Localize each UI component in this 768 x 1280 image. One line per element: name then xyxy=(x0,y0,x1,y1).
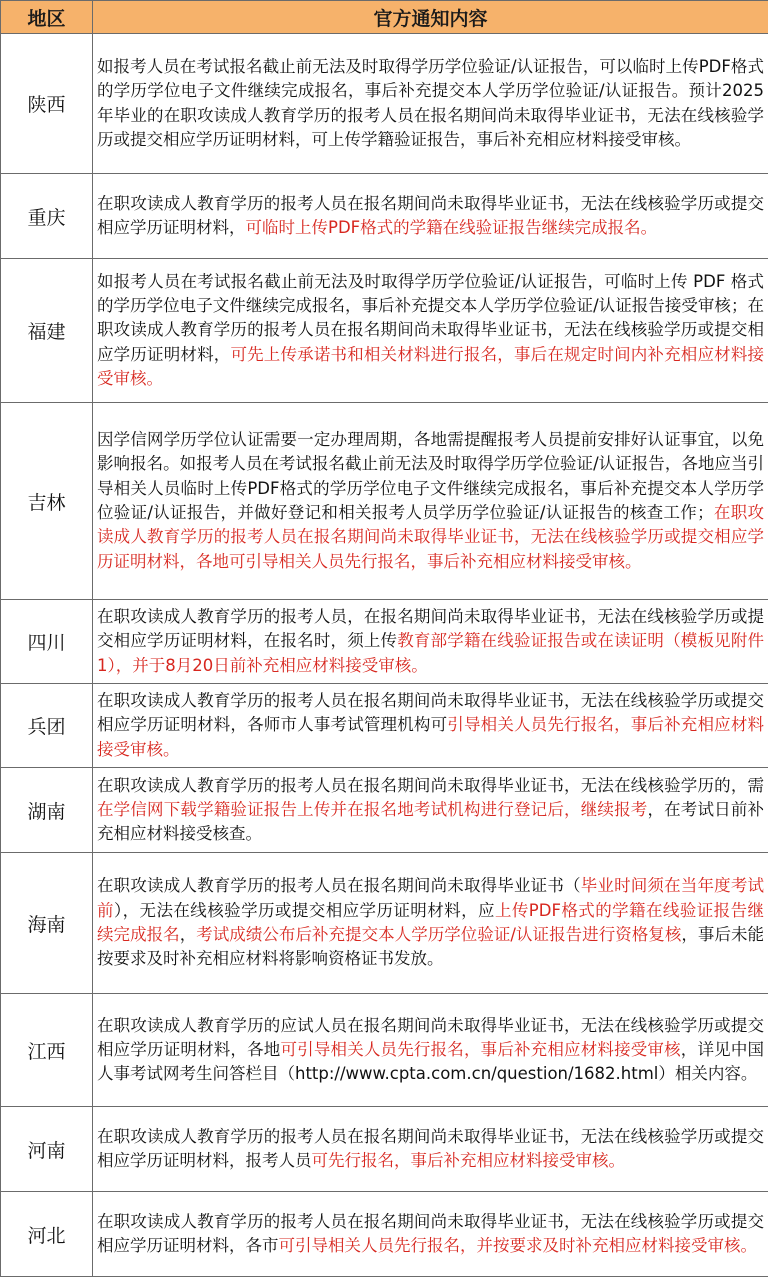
table-row xyxy=(1,853,768,994)
notice-text: 在职攻读成人教育学历的报考人员在报名期间尚未取得毕业证书，无法在线核验学历或提交相应学历证明材料，各市 xyxy=(97,1211,764,1255)
notice-text: ，在考试日前补充相应材料接受核查。 xyxy=(97,799,765,844)
region-cell: 湖南 xyxy=(1,768,93,853)
table-row xyxy=(1,684,768,768)
table-row xyxy=(1,994,768,1107)
highlighted-text: 可临时上传PDF格式的学籍在线验证报告继续完成报名。 xyxy=(245,218,658,237)
region-cell: 兵团 xyxy=(1,684,93,768)
region-cell: 海南 xyxy=(1,853,93,994)
notice-text: 在职攻读成人教育学历的报考人员在报名期间尚未取得毕业证书，无法在线核验学历或提交相应学历证明材料，报考人员 xyxy=(97,1126,764,1170)
region-cell: 江西 xyxy=(1,994,93,1107)
notice-text: ，详见中国人事考试网考生问答栏目（http://www.cpta.com.cn/question/1682.html）相关内容。 xyxy=(97,1039,765,1084)
table-row xyxy=(1,1192,768,1277)
highlighted-text: 考试成绩公布后补充提交本人学历学位验证/认证报告进行资格复核 xyxy=(196,925,682,944)
region-cell: 河北 xyxy=(1,1192,93,1277)
notice-text: 在职攻读成人教育学历的报考人员在报名期间尚未取得毕业证书，无法在线核验学历的，需 xyxy=(97,775,764,795)
region-cell: 河南 xyxy=(1,1107,93,1192)
table-row xyxy=(1,259,768,403)
highlighted-text: 可引导相关人员先行报名，并按要求及时补充相应材料接受审核。 xyxy=(278,1236,757,1255)
notice-content-cell xyxy=(93,853,768,994)
region-column-header: 地区 xyxy=(1,1,93,34)
highlighted-text: 在职攻读成人教育学历的报考人员在报名期间尚未取得毕业证书，无法在线核验学历或提交相应学历证明材料，各地可引导相关人员先行报名，事后补充相应材料接受审核。 xyxy=(97,503,765,571)
table-row xyxy=(1,34,768,174)
highlighted-text: 可引导相关人员先行报名，事后补充相应材料接受审核 xyxy=(280,1039,681,1059)
notice-content-cell xyxy=(93,34,768,174)
highlighted-text: 可先上传承诺书和相关材料进行报名，事后在规定时间内补充相应材料接受审核。 xyxy=(97,344,765,388)
notice-text: 如报考人员在考试报名截止前无法及时取得学历学位验证/认证报告，可临时上传 PDF 格式的学历学位电子文件继续完成报名，事后补充提交本人学历学位验证/认证报告接受审核；在职攻读成人教育学历的报考人员在报名期间尚未取得毕业证书，无法在线核验学历或提交相应学历证明材料， xyxy=(97,271,764,364)
table-row xyxy=(1,1107,768,1192)
table-body xyxy=(1,34,768,1277)
notice-text: ， xyxy=(179,925,197,944)
notice-text: 在职攻读成人教育学历的报考人员在报名期间尚未取得毕业证书，无法在线核验学历或提交相应学历证明材料， xyxy=(97,193,764,237)
region-cell: 重庆 xyxy=(1,174,93,259)
region-cell: 吉林 xyxy=(1,403,93,600)
notice-text: 在职攻读成人教育学历的报考人员在报名期间尚未取得毕业证书，无法在线核验学历或提交相应学历证明材料，各师市人事考试管理机构可 xyxy=(97,691,764,735)
notice-content-cell xyxy=(93,994,768,1107)
notice-content-cell xyxy=(93,1192,768,1277)
notice-text: ，事后未能按要求及时补充相应材料将影响资格证书发放。 xyxy=(97,925,765,969)
notice-content-cell xyxy=(93,684,768,768)
notice-content-cell xyxy=(93,600,768,684)
table-row xyxy=(1,403,768,600)
notice-text: 因学信网学历学位认证需要一定办理周期，各地需提醒报考人员提前安排好认证事宜，以免影响报名。如报考人员在考试报名截止前无法及时取得学历学位验证/认证报告，各地应当引导相关人员临时上传PDF格式的学历学位电子文件继续完成报名，事后补充提交本人学历学位验证/认证报告，并做好登记和相关报考人员学历学位验证/认证报告的核查工作； xyxy=(97,430,764,522)
highlighted-text: 可先行报名，事后补充相应材料接受审核。 xyxy=(311,1151,625,1170)
content-column-header: 官方通知内容 xyxy=(93,1,768,34)
highlighted-text: 毕业时间须在当年度考试前 xyxy=(97,876,765,920)
notice-content-cell xyxy=(93,259,768,403)
table-row xyxy=(1,600,768,684)
table-row xyxy=(1,174,768,259)
region-cell: 福建 xyxy=(1,259,93,403)
highlighted-text: 教育部学籍在线验证报告或在读证明（模板见附件1），并于8月20日前补充相应材料接受审核。 xyxy=(97,631,765,675)
notice-text: 如报考人员在考试报名截止前无法及时取得学历学位验证/认证报告，可以临时上传PDF格式的学历学位电子文件继续完成报名，事后补充提交本人学历学位验证/认证报告。预计2025年毕业的在职攻读成人教育学历的报考人员在报名期间尚未取得毕业证书，无法在线核验学历或提交相应学历证明材料，可上传学籍验证报告，事后补充相应材料接受审核。 xyxy=(97,56,764,149)
notice-content-cell xyxy=(93,1107,768,1192)
notice-content-cell xyxy=(93,768,768,853)
highlighted-text: 上传PDF格式的学籍在线验证报告继续完成报名 xyxy=(97,900,765,944)
notice-text: 在职攻读成人教育学历的应试人员在报名期间尚未取得毕业证书，无法在线核验学历或提交相应学历证明材料，各地 xyxy=(97,1015,764,1059)
notice-text: 在职攻读成人教育学历的报考人员在报名期间尚未取得毕业证书（ xyxy=(97,876,581,896)
region-cell: 四川 xyxy=(1,600,93,684)
notice-content-cell xyxy=(93,403,768,600)
highlighted-text: 引导相关人员先行报名，事后补充相应材料接受审核。 xyxy=(97,715,765,759)
notice-content-cell xyxy=(93,174,768,259)
notice-text: ），无法在线核验学历或提交相应学历证明材料，应 xyxy=(113,900,495,920)
highlighted-text: 在学信网下载学籍验证报告上传并在报名地考试机构进行登记后，继续报考 xyxy=(97,799,648,819)
table-row xyxy=(1,768,768,853)
notice-text: 在职攻读成人教育学历的报考人员，在报名期间尚未取得毕业证书，无法在线核验学历或提交相应学历证明材料，在报名时，须上传 xyxy=(97,607,764,651)
region-cell: 陕西 xyxy=(1,34,93,174)
header-row xyxy=(1,1,768,34)
